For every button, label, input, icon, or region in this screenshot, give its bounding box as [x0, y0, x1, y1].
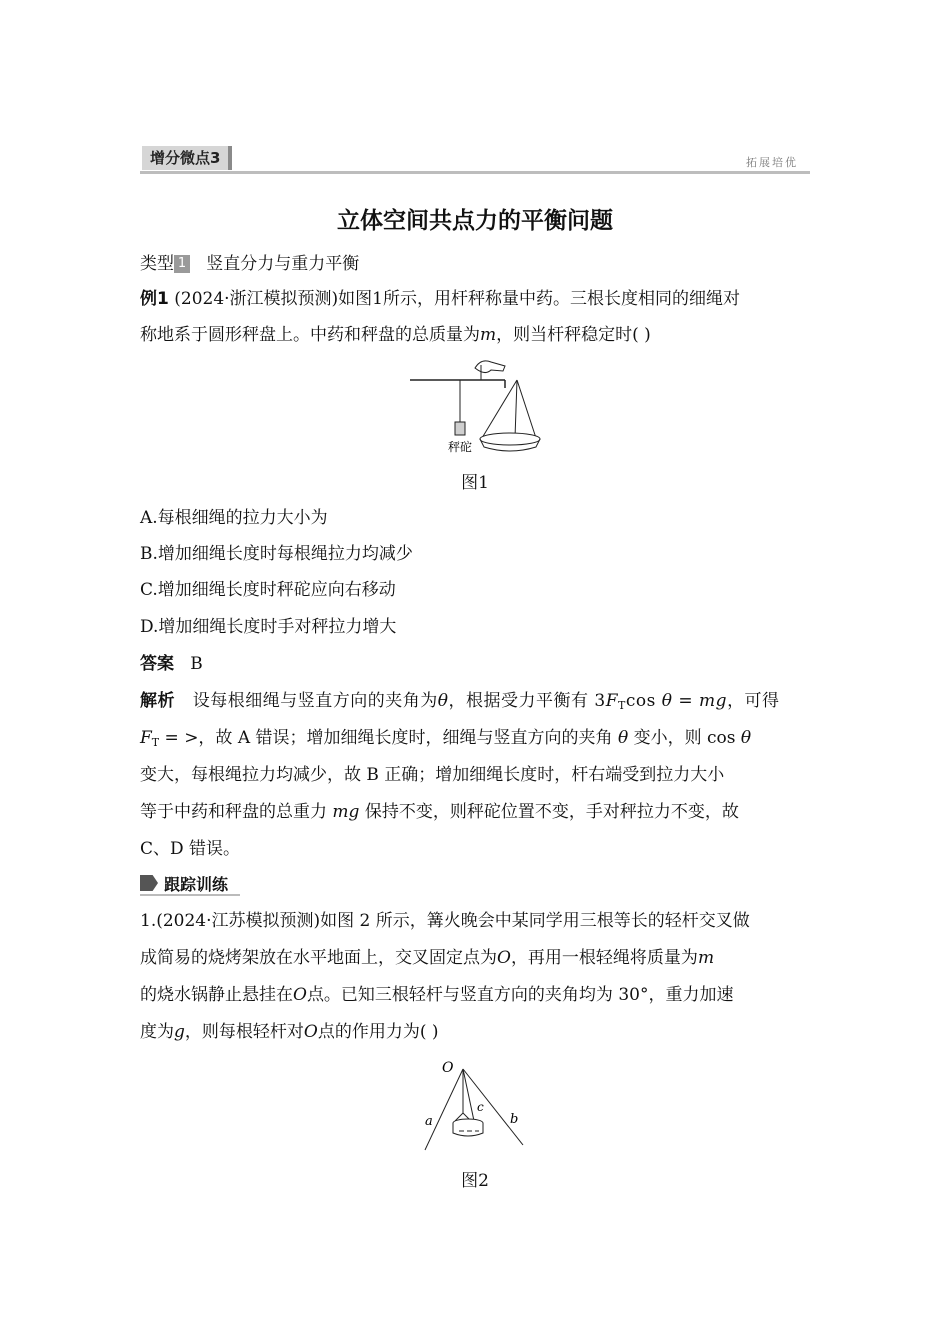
- analysis-var-F-2: F: [140, 728, 152, 748]
- analysis-text-1: 设每根细绳与竖直方向的夹角为: [192, 691, 438, 711]
- figure-2-caption: 图2: [461, 1171, 489, 1191]
- q1-text-3b: 点。已知三根轻杆与竖直方向的夹角均为 30°，重力加速: [306, 985, 734, 1005]
- q1-line-1: 1.(2024·江苏模拟预测)如图 2 所示，篝火晚会中某同学用三根等长的轻杆交叉做: [140, 911, 750, 931]
- header-right-label: 拓展培优: [746, 156, 798, 169]
- q1-text-4c: 点的作用力为( ): [317, 1022, 439, 1042]
- analysis-text-4: = >，故 A 错误；增加细绳长度时，细绳与竖直方向的夹角: [159, 728, 613, 748]
- answer-label: 答案: [140, 654, 174, 674]
- example-line2-b: ，则当杆秤稳定时( ): [496, 325, 651, 345]
- analysis-text-5: 变小，则 cos: [633, 728, 736, 748]
- section-header: [140, 146, 810, 176]
- page-title: 立体空间共点力的平衡问题: [337, 208, 613, 234]
- q1-text-3a: 的烧水锅静止悬挂在: [140, 985, 293, 1005]
- track-arrow-icon: [140, 875, 158, 891]
- example-line2-a: 称地系于圆形秤盘上。中药和秤盘的总质量为: [140, 325, 480, 345]
- answer-line: [140, 646, 810, 682]
- analysis-sub-T-2: T: [151, 736, 160, 749]
- analysis-theta-3: θ: [617, 728, 629, 748]
- example-line-1: [140, 281, 810, 317]
- rope-right: [517, 380, 536, 438]
- example-line1-text: (2024·浙江模拟预测)如图1所示，用杆秤称量中药。三根长度相同的细绳对: [168, 289, 740, 309]
- weight-label: 秤砣: [447, 440, 473, 454]
- q1-var-O-1: O: [497, 948, 511, 968]
- hand-icon: [475, 361, 505, 373]
- label-b: b: [510, 1112, 519, 1127]
- type-prefix: 类型: [140, 254, 174, 274]
- q1-var-O-3: O: [303, 1022, 318, 1042]
- type-number-badge: 1: [174, 255, 190, 273]
- scale-pan-top: [480, 433, 540, 445]
- pot-body: [453, 1123, 483, 1136]
- analysis-sub-T-1: T: [618, 699, 626, 712]
- analysis-theta-2: θ: [661, 691, 673, 711]
- q1-var-O-2: O: [293, 985, 307, 1005]
- label-O: O: [442, 1060, 454, 1076]
- option-c: C.增加细绳长度时秤砣应向右移动: [140, 580, 396, 600]
- analysis-text-6: 等于中药和秤盘的总重力: [140, 802, 327, 822]
- example-line-2: [140, 317, 810, 353]
- analysis-text-3: ，可得: [727, 691, 780, 711]
- type-heading: [140, 246, 810, 282]
- example-var-m: m: [480, 325, 497, 345]
- track-heading: [140, 872, 228, 894]
- header-badge: 增分微点3: [142, 146, 232, 170]
- rope-left: [482, 380, 517, 438]
- answer-value: B: [190, 654, 203, 674]
- label-c: c: [477, 1100, 484, 1114]
- analysis-var-F-1: F: [605, 691, 618, 711]
- analysis-mg-1: mg: [699, 691, 728, 711]
- analysis-line-4: [140, 794, 810, 830]
- type-text: 竖直分力与重力平衡: [206, 254, 360, 274]
- figure-1-steelyard: [405, 355, 555, 460]
- q1-line-3: [140, 977, 810, 1013]
- analysis-theta-1: θ: [437, 691, 449, 711]
- track-label: 跟踪训练: [164, 874, 229, 894]
- rope-middle: [515, 380, 517, 438]
- weight-block: [455, 422, 465, 435]
- option-d: D.增加细绳长度时手对秤拉力增大: [140, 617, 397, 637]
- analysis-label: 解析: [140, 691, 175, 711]
- header-rule: [140, 171, 810, 174]
- option-a: A.每根细绳的拉力大小为: [140, 508, 328, 528]
- analysis-cos-1: cos: [625, 691, 656, 711]
- example-label: 例1: [140, 289, 169, 309]
- analysis-line-3: 变大，每根绳拉力均减少，故 B 正确；增加细绳长度时，杆右端受到拉力大小: [140, 765, 725, 785]
- analysis-text-7: 保持不变，则秤砣位置不变，手对秤拉力不变，故: [364, 802, 739, 822]
- q1-text-2a: 成简易的烧烤架放在水平地面上，交叉固定点为: [140, 948, 497, 968]
- analysis-mg-2: mg: [332, 802, 360, 822]
- rod-a: [425, 1069, 463, 1150]
- analysis-equals: =: [672, 691, 700, 711]
- figure-2-tripod: [415, 1055, 535, 1155]
- option-b: B.增加细绳长度时每根绳拉力均减少: [140, 544, 413, 564]
- analysis-text-2: ，根据受力平衡有 3: [448, 691, 606, 711]
- q1-var-m: m: [697, 948, 715, 968]
- analysis-line-2: [140, 720, 810, 761]
- analysis-theta-4: θ: [740, 728, 752, 748]
- analysis-line-1: [140, 683, 810, 724]
- q1-text-2b: ，再用一根轻绳将质量为: [510, 948, 698, 968]
- label-a: a: [425, 1114, 433, 1129]
- q1-line-2: [140, 940, 810, 976]
- track-underline: [140, 894, 240, 896]
- q1-text-4a: 度为: [140, 1022, 174, 1042]
- q1-line-4: [140, 1014, 810, 1050]
- q1-text-4b: ，则每根轻杆对: [184, 1022, 304, 1042]
- q1-var-g: g: [174, 1022, 185, 1042]
- analysis-line-5: C、D 错误。: [140, 839, 241, 859]
- figure-1-caption: 图1: [461, 473, 489, 493]
